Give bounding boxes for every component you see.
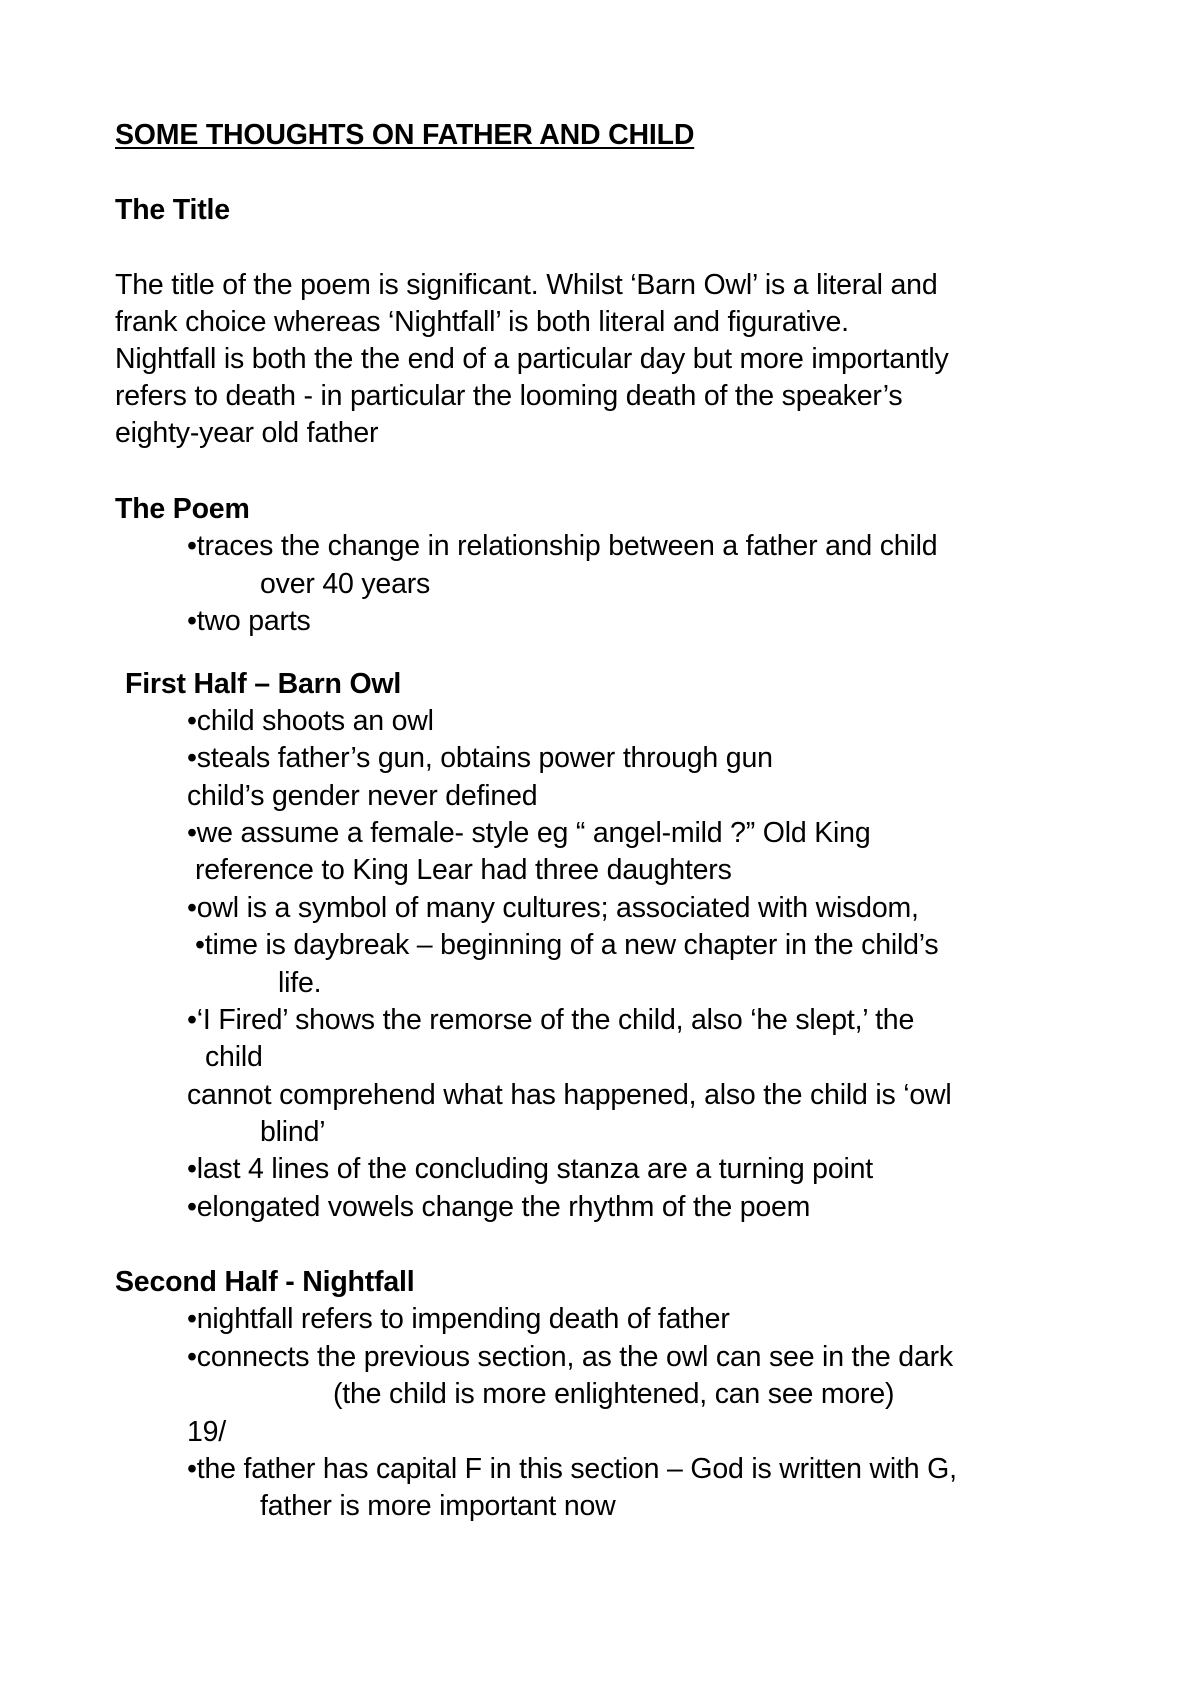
bullet-line: •the father has capital F in this section – God is written with G,: [187, 1453, 957, 1485]
bullet-continuation: life.: [278, 967, 322, 999]
bullet-line: •two parts: [187, 605, 311, 637]
paragraph-line: refers to death - in particular the looming death of the speaker’s: [115, 380, 903, 412]
bullet-line: •‘I Fired’ shows the remorse of the child, also ‘he slept,’ the: [187, 1004, 915, 1036]
bullet-line: •traces the change in relationship between a father and child: [187, 530, 938, 562]
bullet-continuation: over 40 years: [260, 568, 431, 600]
bullet-continuation: reference to King Lear had three daughters: [195, 854, 732, 886]
paragraph-line: eighty-year old father: [115, 417, 379, 449]
page-marker: 19/: [187, 1416, 227, 1448]
bullet-line: •last 4 lines of the concluding stanza are a turning point: [187, 1153, 873, 1185]
paragraph-line: Nightfall is both the the end of a particular day but more importantly: [115, 343, 949, 375]
bullet-line: •time is daybreak – beginning of a new chapter in the child’s: [195, 929, 939, 961]
bullet-continuation: blind’: [260, 1116, 326, 1148]
bullet-continuation: child: [205, 1041, 263, 1073]
bullet-continuation: (the child is more enlightened, can see more): [333, 1378, 895, 1410]
bullet-line: •owl is a symbol of many cultures; associated with wisdom,: [187, 892, 919, 924]
section-heading-title: The Title: [115, 194, 230, 226]
section-heading-poem: The Poem: [115, 493, 250, 525]
bullet-line: •elongated vowels change the rhythm of the poem: [187, 1191, 811, 1223]
bullet-line: child’s gender never defined: [187, 780, 538, 812]
bullet-continuation: father is more important now: [260, 1490, 616, 1522]
section-heading-second-half: Second Half - Nightfall: [115, 1266, 415, 1298]
paragraph-line: The title of the poem is significant. Whilst ‘Barn Owl’ is a literal and: [115, 269, 938, 301]
bullet-line: •connects the previous section, as the owl can see in the dark: [187, 1341, 953, 1373]
bullet-line: •steals father’s gun, obtains power through gun: [187, 742, 773, 774]
section-heading-first-half: First Half – Barn Owl: [125, 668, 402, 700]
document-title: SOME THOUGHTS ON FATHER AND CHILD: [115, 119, 695, 151]
bullet-line: •we assume a female- style eg “ angel-mild ?” Old King: [187, 817, 871, 849]
bullet-line: cannot comprehend what has happened, also the child is ‘owl: [187, 1079, 952, 1111]
bullet-line: •nightfall refers to impending death of father: [187, 1303, 730, 1335]
bullet-line: •child shoots an owl: [187, 705, 434, 737]
paragraph-line: frank choice whereas ‘Nightfall’ is both literal and figurative.: [115, 306, 849, 338]
